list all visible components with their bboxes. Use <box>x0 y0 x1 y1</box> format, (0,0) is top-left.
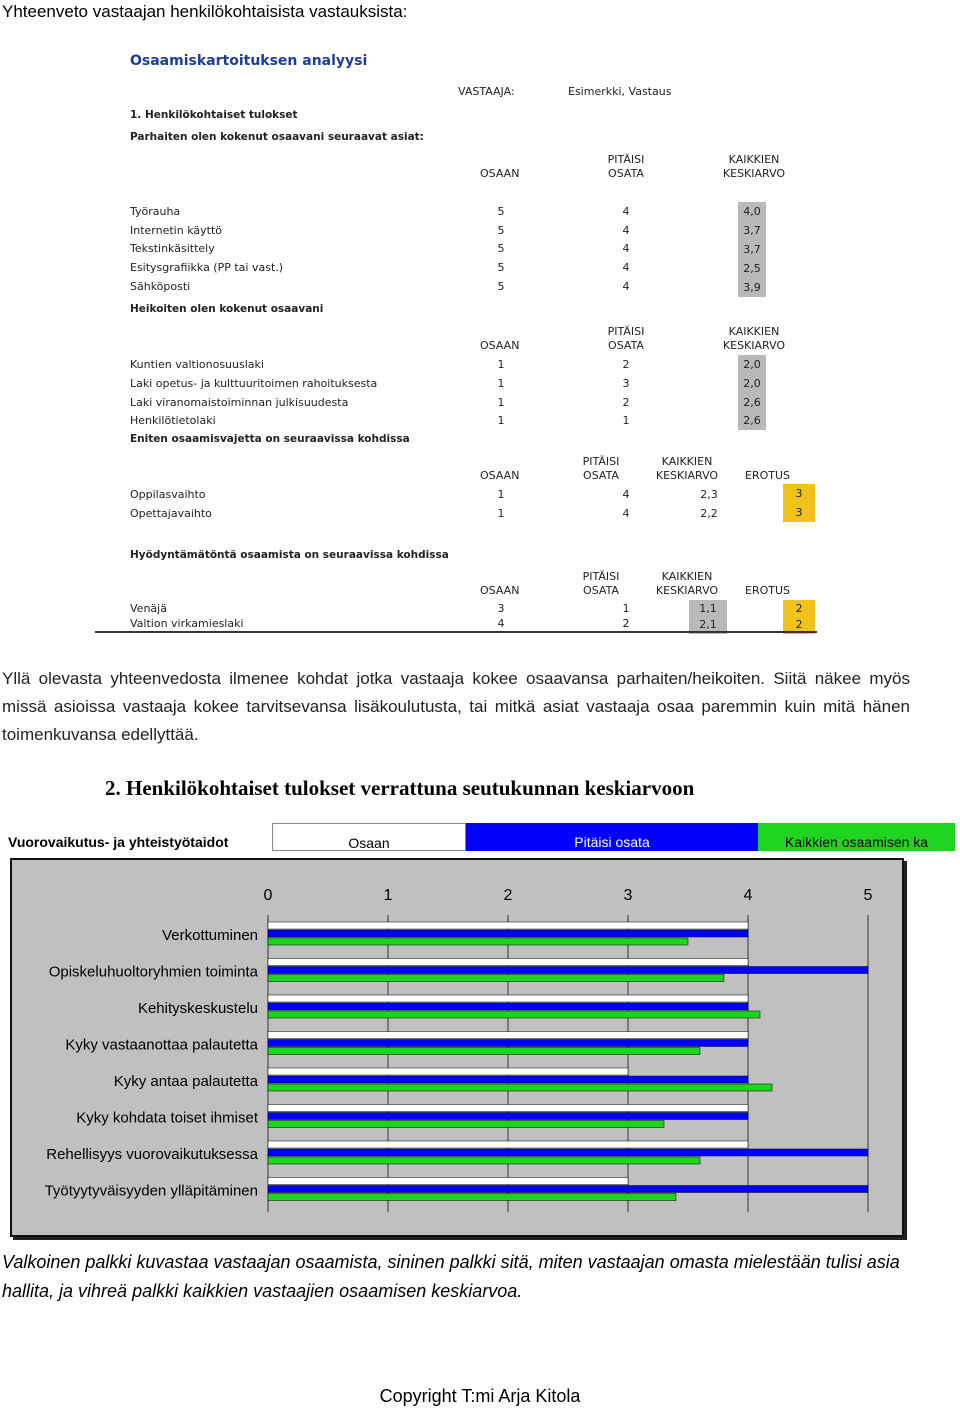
row-name: Valtion virkamieslaki <box>130 617 244 630</box>
bar-2 <box>268 1194 676 1201</box>
row-pitaisi: 4 <box>622 488 630 501</box>
x-tick-label: 0 <box>263 887 273 904</box>
row-osaan: 5 <box>497 261 505 274</box>
row-erotus: 3 <box>783 503 815 522</box>
row-osaan: 1 <box>497 377 505 390</box>
row-avg: 2,0 <box>738 374 766 393</box>
section-title: 2. Henkilökohtaiset tulokset verrattuna seutukunnan keskiarvoon <box>105 776 695 800</box>
bar-2 <box>268 1011 760 1018</box>
row-osaan: 1 <box>497 488 505 501</box>
group-title: Heikoiten olen kokenut osaavani <box>130 303 324 315</box>
category-label: Työtyytyväisyyden ylläpitäminen <box>44 1182 258 1200</box>
category-label: Rehellisyys vuorovaikutuksessa <box>46 1146 258 1163</box>
row-name: Esitysgrafiikka (PP tai vast.) <box>130 261 284 274</box>
row-avg: 2,6 <box>738 411 766 430</box>
row-osaan: 1 <box>497 507 505 520</box>
header-keskiarvo: KAIKKIEN KESKIARVO <box>722 325 786 352</box>
bar-1 <box>268 1113 748 1120</box>
header-osaan: OSAAN <box>480 167 520 180</box>
row-name: Opettajavaihto <box>130 507 212 520</box>
row-name: Venäjä <box>130 602 167 615</box>
row-name: Oppilasvaihto <box>130 488 206 501</box>
category-label: Verkottuminen <box>162 927 258 944</box>
row-pitaisi: 2 <box>622 358 630 371</box>
row-pitaisi: 4 <box>622 507 630 520</box>
group-title: Eniten osaamisvajetta on seuraavissa kohdissa <box>130 433 410 445</box>
row-osaan: 1 <box>497 414 505 427</box>
row-pitaisi: 4 <box>622 205 630 218</box>
chart-legend <box>0 823 955 851</box>
header-pitaisi: PITÄISI OSATA <box>607 153 645 180</box>
row-osaan: 5 <box>497 224 505 237</box>
bar-0 <box>268 922 748 929</box>
group-title: Hyödyntämätöntä osaamista on seuraavissa kohdissa <box>130 549 449 561</box>
row-name: Sähköposti <box>130 280 191 293</box>
row-avg: 2,3 <box>700 488 718 501</box>
header-pitaisi: PITÄISI OSATA <box>582 455 620 482</box>
row-osaan: 1 <box>497 358 505 371</box>
intro-heading: Yhteenveto vastaajan henkilökohtaisista vastauksista: <box>2 2 408 21</box>
row-avg: 3,7 <box>738 240 766 259</box>
row-osaan: 4 <box>497 617 505 630</box>
row-avg: 4,0 <box>738 202 766 221</box>
bar-0 <box>268 1105 748 1112</box>
row-avg: 3,7 <box>738 221 766 240</box>
bar-0 <box>268 995 748 1002</box>
row-osaan: 5 <box>497 280 505 293</box>
header-keskiarvo: KAIKKIEN KESKIARVO <box>655 455 719 482</box>
category-label: Opiskeluhuoltoryhmien toiminta <box>48 963 258 981</box>
header-osaan: OSAAN <box>480 339 520 352</box>
bar-0 <box>268 1141 748 1148</box>
row-name: Kuntien valtionosuuslaki <box>130 358 264 371</box>
row-name: Laki viranomaistoiminnan julkisuudesta <box>130 396 349 409</box>
x-tick-label: 2 <box>503 887 513 904</box>
bar-1 <box>268 1149 868 1156</box>
header-erotus: EROTUS <box>745 469 791 482</box>
row-avg: 2,0 <box>738 355 766 374</box>
header-erotus: EROTUS <box>745 584 791 597</box>
header-keskiarvo: KAIKKIEN KESKIARVO <box>655 570 719 597</box>
row-pitaisi: 2 <box>622 617 630 630</box>
bar-0 <box>268 1068 628 1075</box>
bar-0 <box>268 959 748 966</box>
row-pitaisi: 4 <box>622 242 630 255</box>
row-erotus: 2 <box>783 616 815 634</box>
report-bottom-rule <box>95 631 817 633</box>
x-tick-label: 3 <box>623 887 633 904</box>
bar-0 <box>268 1032 748 1039</box>
legend-category: Vuorovaikutus- ja yhteistyötaidot <box>8 834 229 850</box>
category-label: Kyky vastaanottaa palautetta <box>65 1036 258 1054</box>
legend-osaan: Osaan <box>272 823 466 851</box>
category-label: Kehityskeskustelu <box>137 1000 258 1017</box>
bar-1 <box>268 967 868 974</box>
row-avg: 2,1 <box>689 616 727 634</box>
bar-1 <box>268 930 748 937</box>
row-avg: 3,9 <box>738 278 766 297</box>
row-name: Työrauha <box>130 205 181 218</box>
bar-0 <box>268 1178 628 1185</box>
legend-pitaisi: Pitäisi osata <box>466 823 758 851</box>
x-tick-label: 4 <box>743 887 753 904</box>
row-avg: 2,6 <box>738 393 766 412</box>
bar-chart <box>12 860 902 1235</box>
group-title: Parhaiten olen kokenut osaavani seuraavat asiat: <box>130 131 424 143</box>
row-osaan: 1 <box>497 396 505 409</box>
category-label: Kyky antaa palautetta <box>113 1073 258 1090</box>
row-name: Laki opetus- ja kulttuuritoimen rahoituksesta <box>130 377 378 390</box>
row-pitaisi: 3 <box>622 377 630 390</box>
row-pitaisi: 2 <box>622 396 630 409</box>
bar-chart-frame <box>10 858 904 1237</box>
header-pitaisi: PITÄISI OSATA <box>607 325 645 352</box>
chart-caption: Valkoinen palkki kuvastaa vastaajan osaamista, sininen palkki sitä, miten vastaajan omasta mielestään tulisi asia hallita, ja vihreä palkki kaikkien vastaajien osaamisen keskiarvoa. <box>2 1252 900 1301</box>
x-tick-label: 5 <box>863 887 873 904</box>
bar-2 <box>268 1157 700 1164</box>
report-title: Osaamiskartoituksen analyysi <box>130 53 368 69</box>
row-osaan: 5 <box>497 242 505 255</box>
row-name: Henkilötietolaki <box>130 414 216 427</box>
respondent-label: VASTAAJA: <box>458 85 515 98</box>
x-tick-label: 1 <box>383 887 393 904</box>
header-osaan: OSAAN <box>480 584 520 597</box>
row-pitaisi: 1 <box>622 414 630 427</box>
bar-1 <box>268 1186 868 1193</box>
row-pitaisi: 4 <box>622 261 630 274</box>
bar-2 <box>268 975 724 982</box>
copyright-footer: Copyright T:mi Arja Kitola <box>379 1386 581 1406</box>
bar-1 <box>268 1076 748 1083</box>
header-osaan: OSAAN <box>480 469 520 482</box>
report-snapshot <box>95 40 820 635</box>
row-osaan: 3 <box>497 602 505 615</box>
bar-2 <box>268 1084 772 1091</box>
report-section: 1. Henkilökohtaiset tulokset <box>130 109 298 121</box>
bar-2 <box>268 1048 700 1055</box>
row-pitaisi: 4 <box>622 280 630 293</box>
row-pitaisi: 1 <box>622 602 630 615</box>
category-label: Kyky kohdata toiset ihmiset <box>76 1109 258 1127</box>
row-erotus: 2 <box>783 600 815 618</box>
row-avg: 2,5 <box>738 259 766 278</box>
row-name: Internetin käyttö <box>130 224 222 237</box>
row-avg: 2,2 <box>700 507 718 520</box>
bar-1 <box>268 1040 748 1047</box>
header-pitaisi: PITÄISI OSATA <box>582 570 620 597</box>
row-pitaisi: 4 <box>622 224 630 237</box>
row-erotus: 3 <box>783 484 815 503</box>
row-name: Tekstinkäsittely <box>130 242 215 255</box>
summary-paragraph: Yllä olevasta yhteenvedosta ilmenee kohdat jotka vastaaja kokee osaavansa parhaiten/heikoiten. Siitä näkee myös missä asioissa vastaaja kokee tarvitsevansa lisäkoulutusta, tai mitkä asiat vastaaja osaa paremmin kuin mitä hänen toimenkuvansa edellyttää. <box>2 669 910 744</box>
row-avg: 1,1 <box>689 600 727 618</box>
bar-2 <box>268 938 688 945</box>
legend-keskiarvo: Kaikkien osaamisen ka <box>758 823 955 851</box>
bar-1 <box>268 1003 748 1010</box>
bar-2 <box>268 1121 664 1128</box>
header-keskiarvo: KAIKKIEN KESKIARVO <box>722 153 786 180</box>
row-osaan: 5 <box>497 205 505 218</box>
respondent-value: Esimerkki, Vastaus <box>568 85 672 98</box>
